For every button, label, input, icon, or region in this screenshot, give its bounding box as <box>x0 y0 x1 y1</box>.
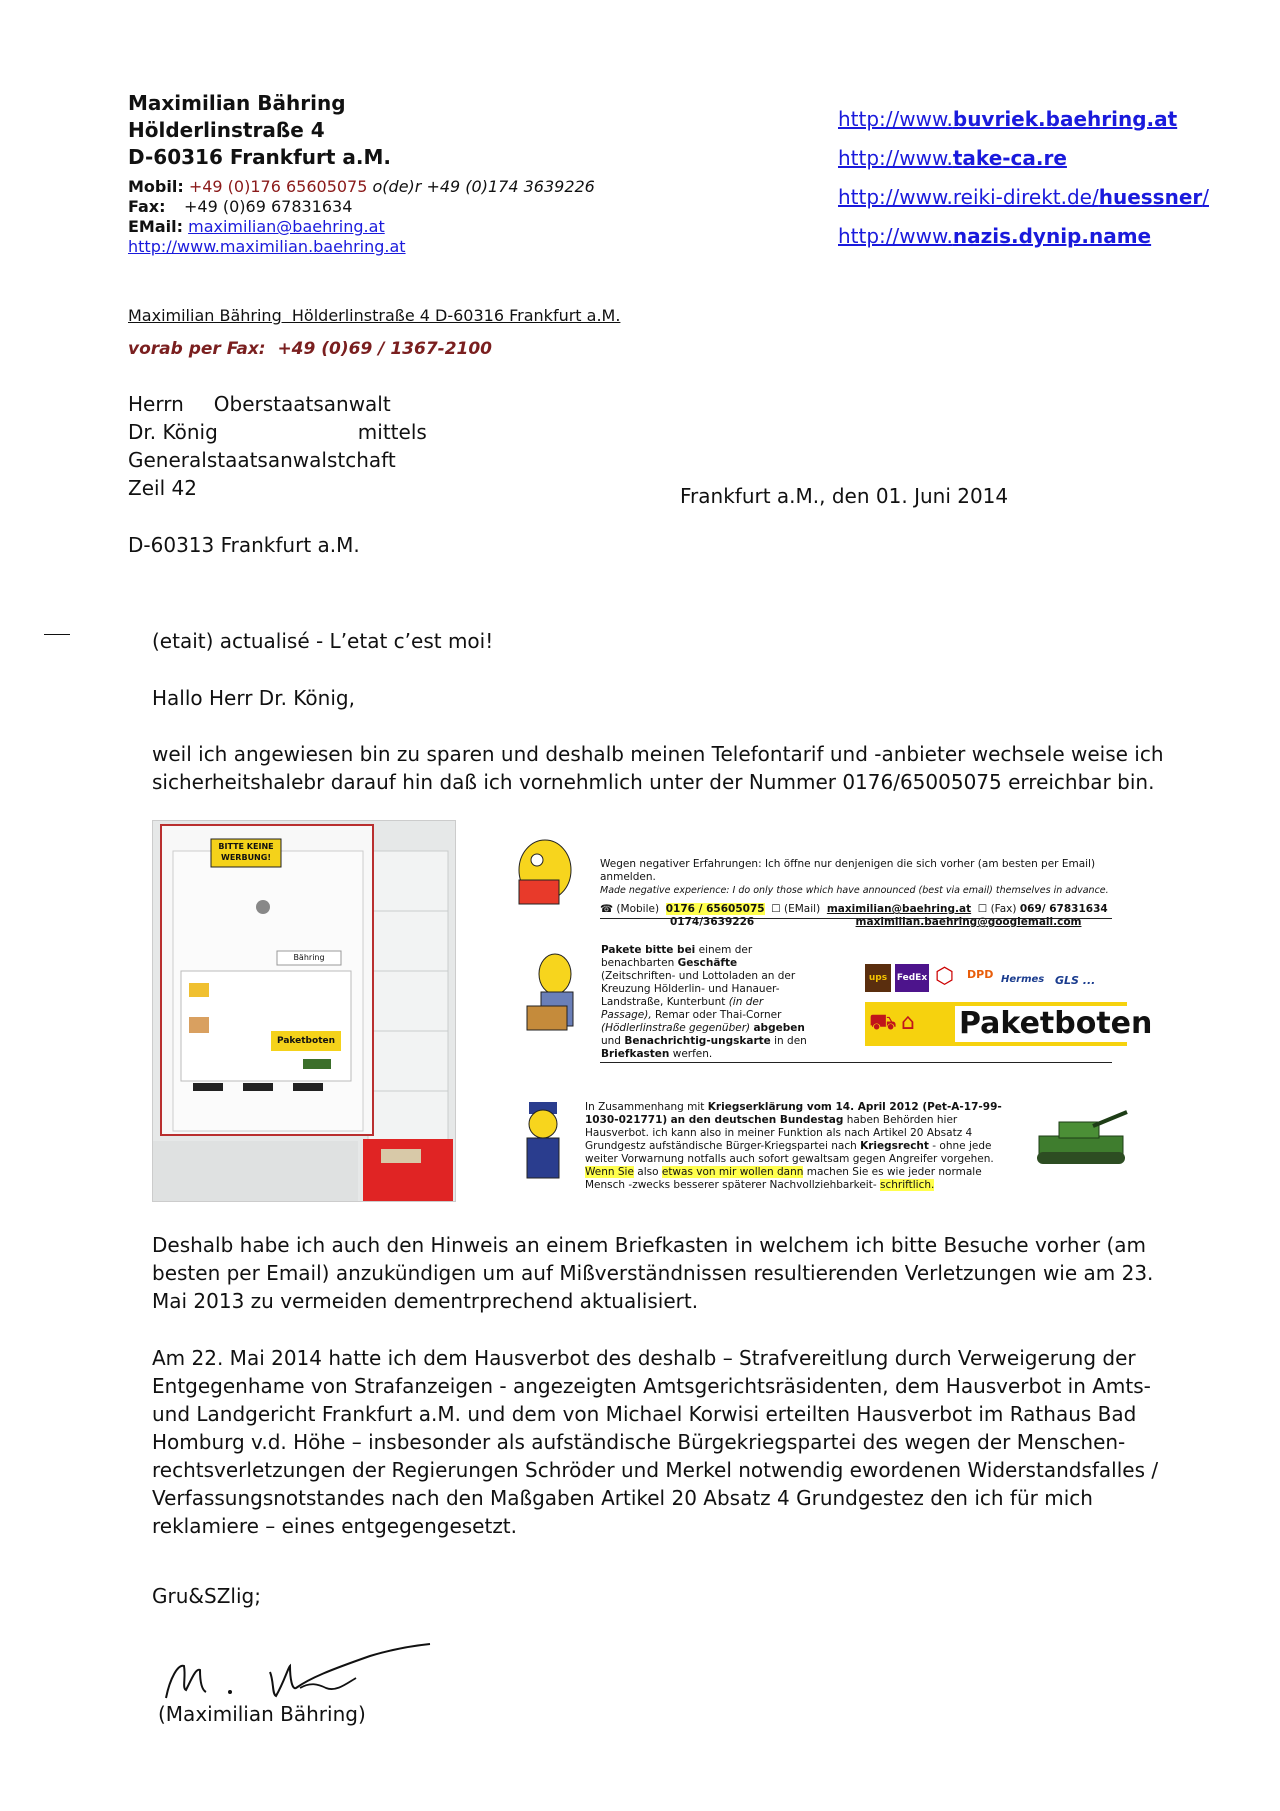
recipient-title: Herrn <box>128 392 184 416</box>
recipient-name: Dr. König <box>128 420 218 444</box>
cartoon-character-icon <box>511 830 579 910</box>
mailbox-sign: BITTE KEINE WERBUNG! <box>218 842 274 862</box>
sender-fax-line <box>128 197 595 217</box>
mailbox-paket: Paketboten <box>276 1036 336 1046</box>
recipient-role: Oberstaatsanwalt <box>213 392 391 416</box>
subject-line: (etait) actualisé - L’etat c’est moi! <box>152 629 494 653</box>
mailbox-illustration <box>153 821 455 1201</box>
recipient-via: mittels <box>357 420 427 444</box>
sender-website-line <box>128 237 595 257</box>
police-officer-icon <box>517 1098 569 1184</box>
house-icon: ⌂ <box>901 1010 915 1035</box>
sender-street: Hölderlinstraße 4 <box>128 118 325 142</box>
mailbox-nameplate: Bähring <box>293 953 325 962</box>
dpd-cube-icon: ⬡ <box>935 964 955 989</box>
dpd-logo: DPD <box>967 968 994 981</box>
sender-email-link[interactable]: maximilian@baehring.at <box>188 217 385 236</box>
notice-section-2: Pakete bitte bei einem der benachbarten Geschäfte (Zeitschriften- und Lottoladen an der Kreuzung Hölderlin- und Hanauer-Landstraße, Kunterbunt (in der Passage), Remar oder Thai-Corner (Hödlerlinstraße gegenüber) abgeben und Benachrichtig-ungskarte in den Briefkasten werfen. <box>601 944 807 1060</box>
recipient-street: Zeil 42 <box>128 476 197 500</box>
sender-city: D-60316 Frankfurt a.M. <box>128 145 392 169</box>
sender-address <box>128 90 391 171</box>
recipient-address <box>128 390 427 502</box>
tank-icon <box>1033 1106 1129 1174</box>
closing: Gru&SZlig; <box>152 1584 261 1608</box>
sender-website-link[interactable]: http://www.maximilian.baehring.at <box>128 237 406 256</box>
url-list <box>838 100 1209 256</box>
fedex-logo: FedEx <box>895 964 929 992</box>
signature-name: (Maximilian Bähring) <box>158 1702 366 1726</box>
fold-mark <box>44 634 70 635</box>
sender-name: Maximilian Bähring <box>128 91 346 115</box>
mobile-1: +49 (0)176 65605075 <box>188 177 368 196</box>
mobile-2: +49 (0)174 3639226 <box>426 177 595 196</box>
notice-divider-1 <box>600 918 1112 919</box>
paketboten-banner <box>865 1002 1153 1046</box>
notice-section-3: In Zusammenhang mit Kriegserklärung vom 14. April 2012 (Pet-A-17-99-1030-021771) an den deutschen Bundestag haben Behörden hier Hausverbot. ich kann also in meiner Funktion als nach Artikel 20 Absatz 4 Grundgestz aufständische Bürger-Kriegspartei nach Kriegsrecht - ohne jede weiter Vorwarnung notfalls auch sofort gewaltsam gegen Angreifer vorgehen. Wenn Sie also etwas von mir wollen dann machen Sie es wie jeder normale Mensch -zwecks besserer späterer Nachvollziehbarkeit- schriftlich. <box>585 1101 1002 1191</box>
sender-mobile-line <box>128 177 595 197</box>
url-link-2[interactable]: http://www.take-ca.re <box>838 146 1067 170</box>
recipient-city: D-60313 Frankfurt a.M. <box>128 533 360 557</box>
paragraph-1: weil ich angewiesen bin zu sparen und deshalb meinen Telefontarif und -anbieter wechsele weise ich sicherheitshalebr darauf hin daß ich vornehmlich unter der Nummer 0176/65005075 erreichbar bin. <box>152 742 1164 794</box>
handwritten-signature <box>160 1638 440 1708</box>
letter-date: Frankfurt a.M., den 01. Juni 2014 <box>680 484 1009 508</box>
url-link-3[interactable]: http://www.reiki-direkt.de/huessner/ <box>838 185 1209 209</box>
truck-icon: ⛟ <box>869 1010 897 1035</box>
mobile-or: o(de)r <box>372 177 422 196</box>
recipient-org: Generalstaatsanwalstchaft <box>128 448 396 472</box>
url-link-4[interactable]: http://www.nazis.dynip.name <box>838 224 1152 248</box>
notice-section-1: Wegen negativer Erfahrungen: Ich öffne nur denjenigen die sich vorher (am besten per Email) anmelden. Made negative experience: I do only those which have announced (best via email) themselves in advance. ☎ (Mobile) 0176 / 65605075 ☐ (EMail) maximilian@baehring.at ☐ (Fax) 069/ 67831634 0174/3639226 maximilian.baehring@googlemail.com <box>600 858 1109 928</box>
paragraph-3: Am 22. Mai 2014 hatte ich dem Hausverbot des deshalb – Strafvereitlung durch Verweigerung der Entgegenhame von Strafanzeigen - angezeigten Amtsgerichtsräsidenten, dem Hausverbot in Amts- und Landgericht Frankfurt a.M. und dem von Michael Korwisi erteilten Hausverbot im Rathaus Bad Homburg v.d. Höhe – insbesonder als aufständische Bürgekriegspartei des wegen der Menschen-rechtsverletzungen der Regierungen Schröder und Merkel notwendig ewordenen Widerstandsfalles / Verfassungsnotstandes nach den Maßgaben Artikel 20 Absatz 4 Grundgestez den ich für mich reklamiere – eines entgegengesetzt. <box>152 1346 1159 1538</box>
paketboten-text: Paketboten <box>955 1006 1156 1042</box>
mailbox-notice <box>505 820 1153 1200</box>
hermes-logo: Hermes <box>1001 974 1045 985</box>
return-address: Maximilian Bähring Hölderlinstraße 4 D-60316 Frankfurt a.M. <box>128 306 621 325</box>
sender-contact <box>128 177 595 257</box>
ups-logo: ups <box>865 964 891 992</box>
paragraph-2: Deshalb habe ich auch den Hinweis an einem Briefkasten in welchem ich bitte Besuche vorher (am besten per Email) anzukündigen um auf Mißverständnissen resultierenden Verletzungen wie am 23. Mai 2013 zu vermeiden dementrprechend aktualisiert. <box>152 1233 1154 1313</box>
fax-number: +49 (0)69 67831634 <box>184 197 353 216</box>
notice-divider-2 <box>600 1062 1112 1063</box>
gls-logo: GLS ... <box>1055 974 1096 987</box>
fax-label: Fax: <box>128 197 166 216</box>
url-link-1[interactable]: http://www.buvriek.baehring.at <box>838 107 1178 131</box>
sender-email-line <box>128 217 595 237</box>
mailbox-photo <box>152 820 456 1202</box>
delivery-person-icon <box>525 948 595 1036</box>
fax-note: vorab per Fax: +49 (0)69 / 1367-2100 <box>128 339 493 359</box>
carrier-logos <box>865 962 1125 996</box>
email-label: EMail: <box>128 217 184 236</box>
mobile-label: Mobil: <box>128 177 184 196</box>
greeting: Hallo Herr Dr. König, <box>152 686 355 710</box>
